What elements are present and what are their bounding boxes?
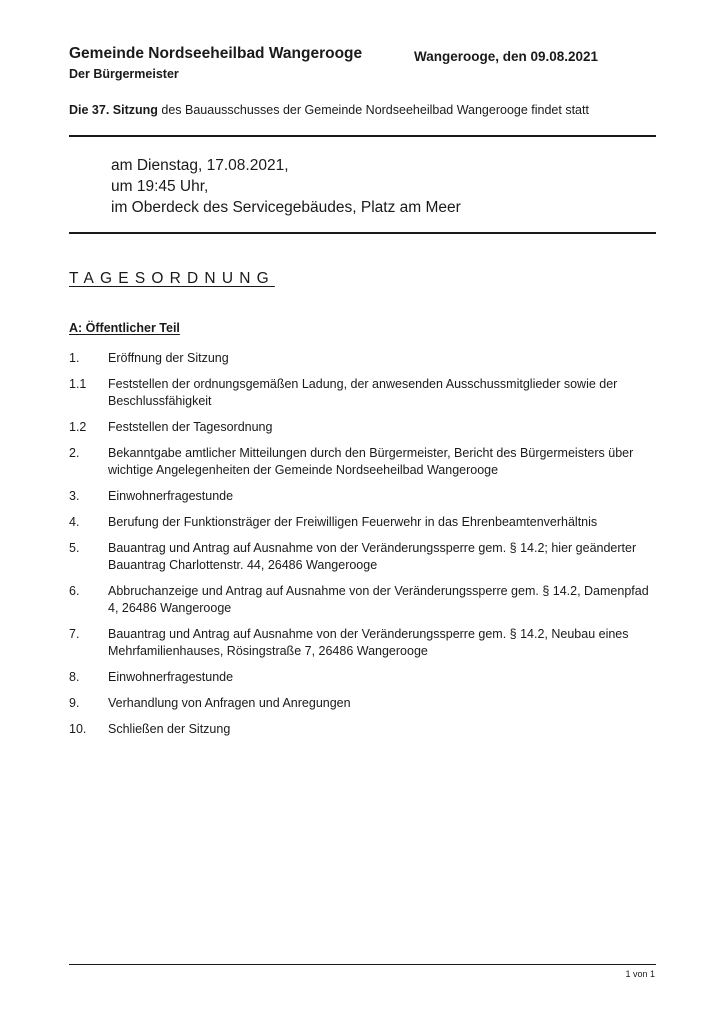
agenda-item [69, 445, 659, 479]
agenda-item-number: 6. [69, 584, 80, 598]
divider-top [69, 135, 656, 137]
meeting-details [111, 155, 461, 218]
agenda-item-text: Eröffnung der Sitzung [108, 351, 229, 365]
agenda-item-number: 1.2 [69, 420, 87, 434]
agenda-item [69, 514, 659, 531]
organization-name: Gemeinde Nordseeheilbad Wangerooge [69, 45, 363, 62]
agenda-item [69, 376, 659, 410]
intro-sentence [69, 103, 589, 117]
agenda-item [69, 419, 659, 436]
agenda-item-number: 7. [69, 627, 80, 641]
intro-bold: Die 37. Sitzung [69, 103, 158, 117]
agenda-item [69, 695, 659, 712]
intro-rest: des Bauausschusses der Gemeinde Nordseeheilbad Wangerooge findet statt [157, 103, 589, 117]
agenda-item-number: 9. [69, 696, 80, 710]
page-number: 1 von 1 [625, 969, 655, 979]
agenda-item [69, 721, 659, 738]
footer-divider [69, 964, 656, 965]
agenda-item-text: Bauantrag und Antrag auf Ausnahme von der Veränderungssperre gem. § 14.2, Neubau eines Mehrfamilienhauses, Rösingstraße 7, 26486 Wangerooge [108, 627, 629, 658]
agenda-item-text: Bekanntgabe amtlicher Mitteilungen durch den Bürgermeister, Bericht des Bürgermeisters über wichtige Angelegenheiten der Gemeinde Nordseeheilbad Wangerooge [108, 446, 634, 477]
agenda-item-number: 1. [69, 351, 80, 365]
meeting-location: im Oberdeck des Servicegebäudes, Platz am Meer [111, 199, 461, 216]
meeting-date: am Dienstag, 17.08.2021, [111, 157, 289, 174]
agenda-item [69, 540, 659, 574]
agenda-item-number: 4. [69, 515, 80, 529]
agenda-item [69, 626, 659, 660]
agenda-item-text: Feststellen der Tagesordnung [108, 420, 273, 434]
section-title: A: Öffentlicher Teil [69, 321, 180, 335]
agenda-item-number: 3. [69, 489, 80, 503]
meeting-time: um 19:45 Uhr, [111, 178, 209, 195]
agenda-item-text: Einwohnerfragestunde [108, 489, 234, 503]
agenda-item-number: 8. [69, 670, 80, 684]
agenda-item-text: Berufung der Funktionsträger der Freiwilligen Feuerwehr in das Ehrenbeamtenverhältnis [108, 515, 598, 529]
agenda-item-text: Schließen der Sitzung [108, 722, 231, 736]
agenda-title: TAGESORDNUNG [69, 270, 275, 287]
agenda-item-number: 10. [69, 722, 87, 736]
agenda-item-text: Verhandlung von Anfragen und Anregungen [108, 696, 351, 710]
place-date: Wangerooge, den 09.08.2021 [414, 49, 599, 64]
divider-bottom [69, 232, 656, 234]
agenda-item-number: 1.1 [69, 377, 87, 391]
agenda-item [69, 488, 659, 505]
agenda-item [69, 350, 659, 367]
agenda-item [69, 583, 659, 617]
agenda-item-text: Feststellen der ordnungsgemäßen Ladung, der anwesenden Ausschussmitglieder sowie der Beschlussfähigkeit [108, 377, 618, 408]
agenda-item-text: Bauantrag und Antrag auf Ausnahme von der Veränderungssperre gem. § 14.2; hier geänderter Bauantrag Charlottenstr. 44, 26486 Wangerooge [108, 541, 637, 572]
mayor-title: Der Bürgermeister [69, 67, 179, 81]
agenda-list [69, 350, 659, 747]
agenda-item-text: Abbruchanzeige und Antrag auf Ausnahme von der Veränderungssperre gem. § 14.2, Damenpfad 4, 26486 Wangerooge [108, 584, 649, 615]
agenda-item-number: 2. [69, 446, 80, 460]
agenda-item [69, 669, 659, 686]
agenda-item-number: 5. [69, 541, 80, 555]
agenda-item-text: Einwohnerfragestunde [108, 670, 234, 684]
